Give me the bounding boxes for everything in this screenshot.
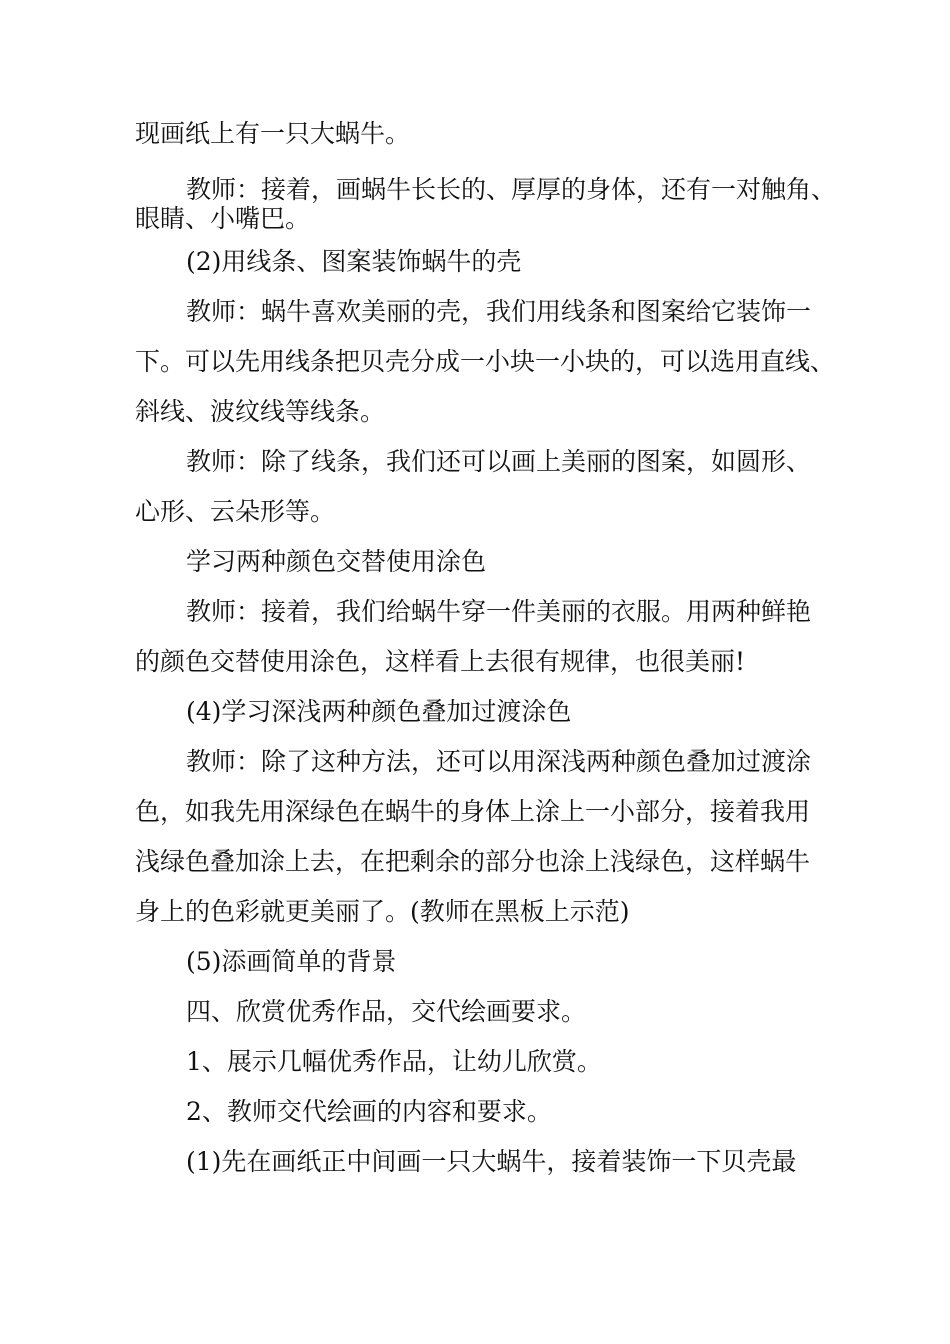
text-line: 现画纸上有一只大蜗牛。 bbox=[135, 119, 411, 148]
text-line: (1)先在画纸正中间画一只大蜗牛，接着装饰一下贝壳最 bbox=[186, 1147, 797, 1176]
text-line: 教师：蜗牛喜欢美丽的壳，我们用线条和图案给它装饰一 bbox=[186, 297, 812, 326]
text-line: 斜线、波纹线等线条。 bbox=[135, 397, 386, 426]
text-line: 教师：接着，画蜗牛长长的、厚厚的身体，还有一对触角、 bbox=[186, 175, 837, 204]
text-line: 教师：接着，我们给蜗牛穿一件美丽的衣服。用两种鲜艳 bbox=[186, 597, 812, 626]
text-line: 浅绿色叠加涂上去，在把剩余的部分也涂上浅绿色，这样蜗牛 bbox=[135, 847, 811, 876]
text-line: 眼睛、小嘴巴。 bbox=[135, 204, 311, 233]
text-line: 色，如我先用深绿色在蜗牛的身体上涂上一小部分，接着我用 bbox=[135, 797, 811, 826]
text-line: 的颜色交替使用涂色，这样看上去很有规律，也很美丽! bbox=[135, 647, 746, 676]
text-line: (4)学习深浅两种颜色叠加过渡涂色 bbox=[186, 697, 572, 726]
text-line: (2)用线条、图案装饰蜗牛的壳 bbox=[186, 247, 522, 276]
text-line: 身上的色彩就更美丽了。(教师在黑板上示范) bbox=[135, 897, 630, 926]
text-line: 下。可以先用线条把贝壳分成一小块一小块的，可以选用直线、 bbox=[135, 347, 836, 376]
text-line: 教师：除了线条，我们还可以画上美丽的图案，如圆形、 bbox=[186, 447, 812, 476]
text-line: 教师：除了这种方法，还可以用深浅两种颜色叠加过渡涂 bbox=[186, 747, 812, 776]
text-line: 1、展示几幅优秀作品，让幼儿欣赏。 bbox=[186, 1047, 602, 1076]
text-line: 四、欣赏优秀作品，交代绘画要求。 bbox=[186, 997, 587, 1026]
text-line: 2、教师交代绘画的内容和要求。 bbox=[186, 1097, 552, 1126]
text-line: 学习两种颜色交替使用涂色 bbox=[186, 547, 487, 576]
text-line: (5)添画简单的背景 bbox=[186, 947, 397, 976]
text-line: 心形、云朵形等。 bbox=[135, 497, 336, 526]
